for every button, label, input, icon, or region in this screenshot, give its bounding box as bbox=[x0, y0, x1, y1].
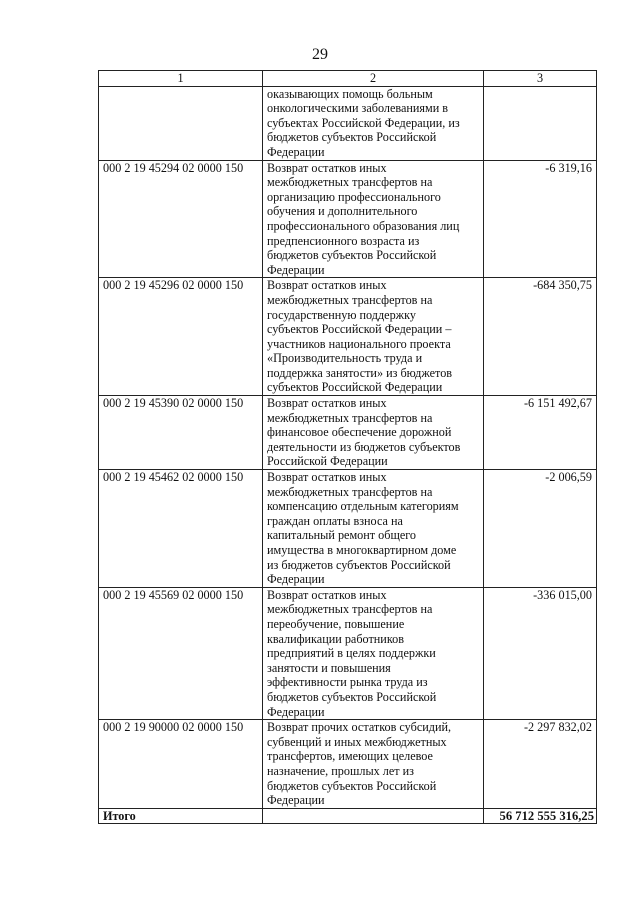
description-line: бюджетов субъектов Российской bbox=[267, 778, 437, 793]
description-line: межбюджетных трансфертов на bbox=[267, 484, 433, 499]
table-row bbox=[99, 720, 597, 809]
budget-code-cell: 000 2 19 45390 02 0000 150 bbox=[99, 396, 263, 470]
page-number: 29 bbox=[312, 46, 328, 63]
description-line: бюджетов субъектов Российской bbox=[267, 248, 437, 263]
description-line: из бюджетов субъектов Российской bbox=[267, 557, 451, 572]
description-cell bbox=[263, 278, 484, 396]
description-line: финансовое обеспечение дорожной bbox=[267, 425, 452, 440]
description-line: компенсацию отдельным категориям bbox=[267, 499, 459, 514]
description-line: граждан оплаты взноса на bbox=[267, 513, 403, 528]
total-amount: 56 712 555 316,25 bbox=[484, 808, 597, 824]
description-line: государственную поддержку bbox=[267, 307, 416, 322]
amount-cell: -336 015,00 bbox=[484, 587, 597, 719]
table-header-row bbox=[99, 71, 597, 87]
description-line: деятельности из бюджетов субъектов bbox=[267, 439, 461, 454]
description-cell bbox=[263, 396, 484, 470]
description-line: субвенций и иных межбюджетных bbox=[267, 734, 447, 749]
column-header-description: 2 bbox=[263, 71, 484, 87]
description-line: участников национального проекта bbox=[267, 336, 451, 351]
budget-code-cell: 000 2 19 45569 02 0000 150 bbox=[99, 587, 263, 719]
continuation-amount-cell bbox=[484, 86, 597, 160]
table-row bbox=[99, 587, 597, 719]
amount-cell: -2 006,59 bbox=[484, 470, 597, 588]
description-line: Федерации bbox=[267, 144, 325, 159]
description-line: переобучение, повышение bbox=[267, 616, 405, 631]
budget-code-cell: 000 2 19 45296 02 0000 150 bbox=[99, 278, 263, 396]
description-line: занятости и повышения bbox=[267, 660, 391, 675]
table-row bbox=[99, 278, 597, 396]
description-line: Возврат остатков иных bbox=[267, 278, 387, 293]
description-line: Федерации bbox=[267, 262, 325, 277]
budget-code-cell: 000 2 19 45462 02 0000 150 bbox=[99, 470, 263, 588]
budget-code-cell: 000 2 19 90000 02 0000 150 bbox=[99, 720, 263, 809]
description-line: Федерации bbox=[267, 704, 325, 719]
description-line: Возврат остатков иных bbox=[267, 396, 387, 411]
description-line: предпенсионного возраста из bbox=[267, 233, 420, 248]
description-line: межбюджетных трансфертов на bbox=[267, 175, 433, 190]
description-line: Федерации bbox=[267, 572, 325, 587]
total-description-cell bbox=[263, 808, 484, 824]
amount-cell: -684 350,75 bbox=[484, 278, 597, 396]
description-line: Российской Федерации bbox=[267, 454, 388, 469]
continuation-description-cell bbox=[263, 86, 484, 160]
description-line: субъектах Российской Федерации, из bbox=[267, 115, 460, 130]
amount-cell: -6 319,16 bbox=[484, 160, 597, 278]
description-line: бюджетов субъектов Российской bbox=[267, 689, 437, 704]
description-cell bbox=[263, 720, 484, 809]
budget-table bbox=[98, 70, 597, 824]
budget-code-cell: 000 2 19 45294 02 0000 150 bbox=[99, 160, 263, 278]
description-line: профессионального образования лиц bbox=[267, 218, 460, 233]
description-line: субъектов Российской Федерации bbox=[267, 380, 443, 395]
description-line: квалификации работников bbox=[267, 631, 404, 646]
description-line: межбюджетных трансфертов на bbox=[267, 410, 433, 425]
description-line: капитальный ремонт общего bbox=[267, 528, 417, 543]
continuation-row bbox=[99, 86, 597, 160]
description-line: Возврат прочих остатков субсидий, bbox=[267, 720, 452, 735]
description-line: обучения и дополнительного bbox=[267, 204, 418, 219]
description-line: межбюджетных трансфертов на bbox=[267, 602, 433, 617]
description-line: трансфертов, имеющих целевое bbox=[267, 749, 433, 764]
table-row bbox=[99, 160, 597, 278]
description-line: организацию профессионального bbox=[267, 189, 441, 204]
table-row bbox=[99, 470, 597, 588]
description-line: Возврат остатков иных bbox=[267, 587, 387, 602]
continuation-code-cell bbox=[99, 86, 263, 160]
description-line: «Производительность труда и bbox=[267, 351, 423, 366]
description-cell bbox=[263, 160, 484, 278]
description-line: межбюджетных трансфертов на bbox=[267, 292, 433, 307]
description-line: субъектов Российской Федерации – bbox=[267, 322, 452, 337]
total-label: Итого bbox=[99, 808, 263, 824]
column-header-code: 1 bbox=[99, 71, 263, 87]
description-line: онкологическими заболеваниями в bbox=[267, 101, 449, 116]
description-line: предприятий в целях поддержки bbox=[267, 646, 436, 661]
description-line: поддержка занятости» из бюджетов bbox=[267, 365, 453, 380]
description-line: эффективности рынка труда из bbox=[267, 675, 428, 690]
description-line: оказывающих помощь больным bbox=[267, 86, 433, 101]
description-line: имущества в многоквартирном доме bbox=[267, 543, 457, 557]
description-line: бюджетов субъектов Российской bbox=[267, 130, 437, 145]
total-row bbox=[99, 808, 597, 824]
description-line: Возврат остатков иных bbox=[267, 160, 387, 175]
table-row bbox=[99, 396, 597, 470]
description-line: Федерации bbox=[267, 793, 325, 808]
description-line: назначение, прошлых лет из bbox=[267, 763, 414, 778]
amount-cell: -6 151 492,67 bbox=[484, 396, 597, 470]
description-cell bbox=[263, 470, 484, 588]
description-cell bbox=[263, 587, 484, 719]
amount-cell: -2 297 832,02 bbox=[484, 720, 597, 809]
column-header-amount: 3 bbox=[484, 71, 597, 87]
description-line: Возврат остатков иных bbox=[267, 470, 387, 485]
